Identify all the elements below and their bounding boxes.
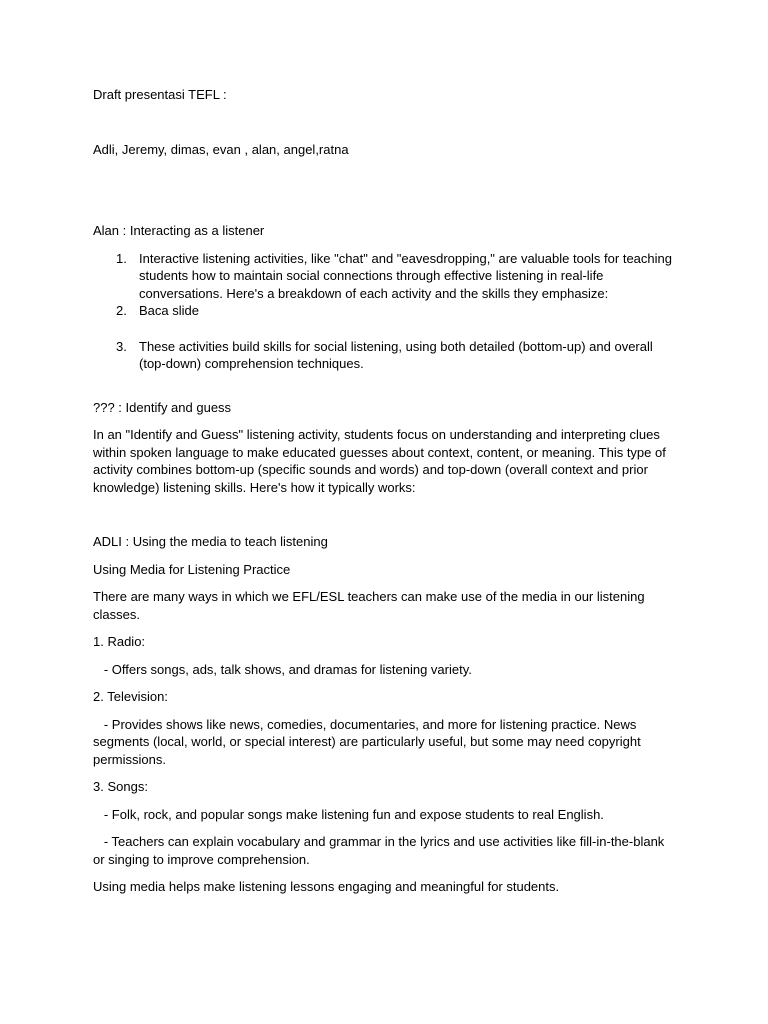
list-item xyxy=(93,338,673,373)
songs-point: - Teachers can explain vocabulary and grammar in the lyrics and use activities like fill-in-the-blank or singing to improve comprehension. xyxy=(93,834,668,867)
authors-line: Adli, Jeremy, dimas, evan , alan, angel,ratna xyxy=(93,141,349,157)
list-item xyxy=(93,302,673,320)
list-item-number: 2. xyxy=(116,303,127,318)
identify-guess-paragraph: In an "Identify and Guess" listening activity, students focus on understanding and interpreting clues within spoken language to make educated guesses about context, content, or meaning. This type of activity combines bottom-up (specific sounds and words) and top-down (overall context and prior knowledge) listening skills. Here's how it typically works: xyxy=(93,427,666,495)
numbered-list xyxy=(93,250,673,373)
radio-point: - Offers songs, ads, talk shows, and dramas for listening variety. xyxy=(93,661,472,677)
section-heading-interacting: Alan : Interacting as a listener xyxy=(93,223,265,238)
list-item-number: 1. xyxy=(116,250,127,266)
television-label: 2. Television: xyxy=(93,689,168,704)
list-item-number: 3. xyxy=(116,338,127,354)
list-item-text: Interactive listening activities, like "chat" and "eavesdropping," are valuable tools for teaching students how to maintain social connections through effective listening in real-life conversations. Here's a breakdown of each activity and the skills they emphasize: xyxy=(139,250,672,301)
songs-point: - Folk, rock, and popular songs make listening fun and expose students to real English. xyxy=(93,806,604,822)
document-body xyxy=(93,86,673,906)
section-heading-identify: ??? : Identify and guess xyxy=(93,399,232,415)
list-item xyxy=(93,250,673,303)
media-intro-paragraph: There are many ways in which we EFL/ESL teachers can make use of the media in our listening classes. xyxy=(93,589,645,622)
section-heading-media: ADLI : Using the media to teach listening xyxy=(93,534,328,549)
list-item-text: These activities build skills for social listening, using both detailed (bottom-up) and overall (top-down) comprehension techniques. xyxy=(139,338,653,371)
media-subheading: Using Media for Listening Practice xyxy=(93,561,291,577)
list-item-text: Baca slide xyxy=(139,303,199,318)
songs-label: 3. Songs: xyxy=(93,779,148,794)
conclusion-paragraph: Using media helps make listening lessons engaging and meaningful for students. xyxy=(93,879,560,894)
document-title: Draft presentasi TEFL : xyxy=(93,87,227,102)
radio-label: 1. Radio: xyxy=(93,634,146,649)
television-point: - Provides shows like news, comedies, documentaries, and more for listening practice. News segments (local, world, or special interest) are particularly useful, but some may need copyright permissions. xyxy=(93,716,645,767)
